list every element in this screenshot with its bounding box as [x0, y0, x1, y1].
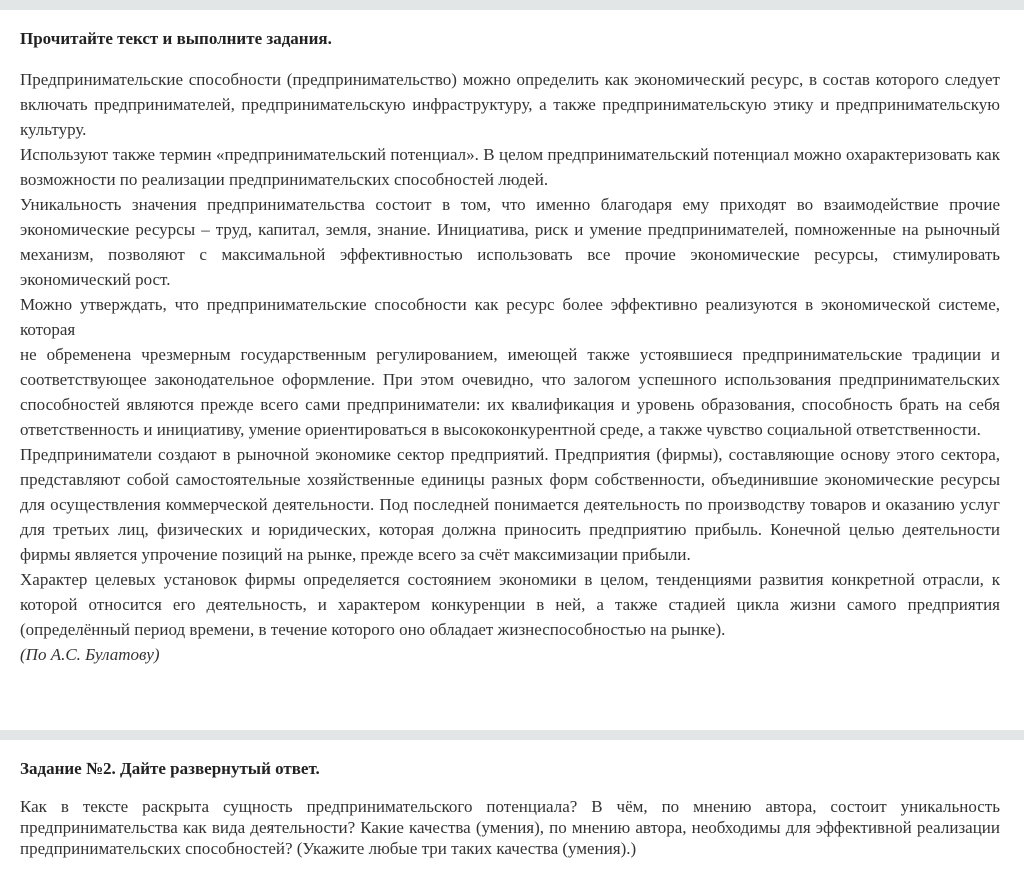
text-paragraph-2: Используют также термин «предпринимательский потенциал». В целом предпринимательский потенциал можно охарактеризовать как возможности по реализации предпринимательских способностей людей.: [20, 145, 1000, 189]
text-paragraph-7: Характер целевых установок фирмы определяется состоянием экономики в целом, тенденциями развития конкретной отрасли, к которой относится его деятельность, и характером конкуренции в ней, а также стадией цикла жизни самого предприятия (определённый период времени, в течение которого оно обладает жизнеспособностью на рынке).: [20, 570, 1000, 639]
text-paragraph-3: Уникальность значения предпринимательства состоит в том, что именно благодаря ему приходят во взаимодействие прочие экономические ресурсы – труд, капитал, земля, знание. Инициатива, риск и умение предпринимателей, помноженные на рыночный механизм, позволяют с максимальной эффективностью использовать все прочие экономические ресурсы, стимулировать экономический рост.: [20, 195, 1000, 289]
reading-text-panel: [0, 10, 1024, 730]
text-instruction-heading: Прочитайте текст и выполните задания.: [20, 29, 332, 48]
text-paragraph-4: Можно утверждать, что предпринимательские способности как ресурс более эффективно реализуются в экономической системе, которая: [20, 295, 1000, 339]
text-paragraph-1: Предпринимательские способности (предпринимательство) можно определить как экономический ресурс, в состав которого следует включать предпринимателей, предпринимательскую инфраструктуру, а также предпринимательскую этику и предпринимательскую культуру.: [20, 70, 1000, 139]
task-heading: Задание №2. Дайте развернутый ответ.: [20, 759, 320, 778]
text-paragraph-5: не обременена чрезмерным государственным регулированием, имеющей также устоявшиеся предпринимательские традиции и соответствующее законодательное оформление. При этом очевидно, что залогом успешного использования предпринимательских способностей являются прежде всего сами предприниматели: их квалификация и уровень образования, способность брать на себя ответственность и инициативу, умение ориентироваться в высококонкурентной среде, а также чувство социальной ответственности.: [20, 345, 1000, 439]
task-question: Как в тексте раскрыта сущность предпринимательского потенциала? В чём, по мнению автора, состоит уникальность предпринимательства как вида деятельности? Какие качества (умения), по мнению автора, необходимы для эффективной реализации предпринимательских способностей? (Укажите любые три таких качества (умения).): [20, 797, 1000, 858]
text-source-citation: (По А.С. Булатову): [20, 645, 160, 664]
text-paragraph-6: Предприниматели создают в рыночной экономике сектор предприятий. Предприятия (фирмы), составляющие основу этого сектора, представляют собой самостоятельные хозяйственные единицы разных форм собственности, объединившие экономические ресурсы для осуществления коммерческой деятельности. Под последней понимается деятельность по производству товаров и оказанию услуг для третьих лиц, физических и юридических, которая должна приносить предприятию прибыль. Конечной целью деятельности фирмы является упрочение позиций на рынке, прежде всего за счёт максимизации прибыли.: [20, 445, 1000, 564]
task-panel: [0, 740, 1024, 891]
